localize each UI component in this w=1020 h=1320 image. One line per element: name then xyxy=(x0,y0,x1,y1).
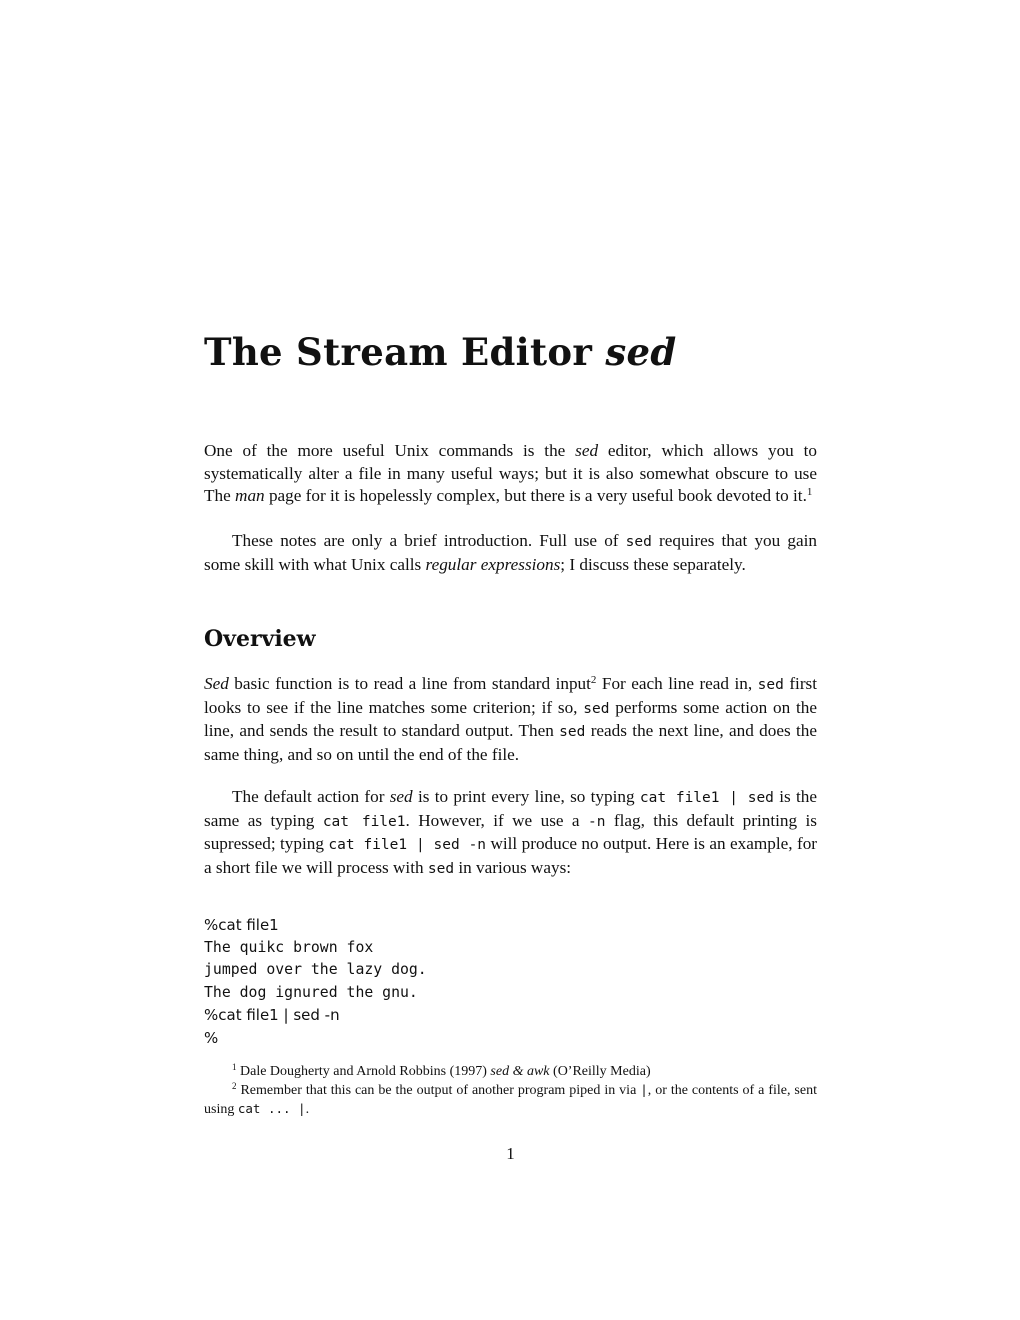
inline-code: cat ... | xyxy=(237,1101,306,1116)
emphasis: Sed xyxy=(204,674,229,693)
code-line: The dog ignured the gnu. xyxy=(204,983,418,1001)
code-line: %cat file1 | sed -n xyxy=(204,1006,340,1025)
footnote-number: 2 xyxy=(232,1081,237,1091)
text: basic function is to read a line from standard input xyxy=(228,674,591,693)
code-line: The quikc brown fox xyxy=(204,938,374,956)
text: One of the more useful Unix commands is the xyxy=(204,441,576,460)
text: is to print every line, so typing xyxy=(412,787,640,806)
text: editor, which allows you to systematically alter a file in many useful ways; but it is also somewhat obscure to use The xyxy=(204,441,817,506)
code-line: jumped over the lazy dog. xyxy=(204,961,427,979)
title-sed: sed xyxy=(605,330,677,374)
text: performs some action on the line, and sends the result to standard output. Then xyxy=(204,697,817,741)
text: requires that you gain some skill with what Unix calls xyxy=(204,531,817,574)
text: . However, if we use a xyxy=(405,810,588,830)
intro-paragraph-2 xyxy=(204,530,817,576)
inline-code: sed xyxy=(559,724,586,741)
text: (O’Reilly Media) xyxy=(549,1064,651,1079)
footnote-1 xyxy=(204,1063,817,1081)
footnote-ref-1: 1 xyxy=(806,486,813,499)
text: . xyxy=(305,1102,310,1117)
text: The default action for xyxy=(232,787,390,806)
text: flag, this default printing is supressed; typing xyxy=(204,810,817,854)
section-heading-overview: Overview xyxy=(204,626,316,652)
footnote-number: 1 xyxy=(232,1062,237,1072)
code-line: %cat file1 xyxy=(204,916,279,934)
inline-code: cat file1 | sed xyxy=(639,790,774,806)
intro-paragraph-1 xyxy=(204,440,817,508)
inline-code: cat file1 xyxy=(322,813,406,830)
text: , or the contents of a file, sent using xyxy=(204,1083,817,1117)
text: will produce no output. Here is an example, for a short file we will process with xyxy=(204,834,818,877)
text: ; I discuss these separately. xyxy=(560,554,746,574)
text: Dale Dougherty and Arnold Robbins (1997) xyxy=(236,1064,491,1079)
emphasis: sed & awk xyxy=(490,1064,550,1079)
code-example xyxy=(204,914,427,1050)
inline-code: | xyxy=(640,1082,648,1097)
page-title xyxy=(204,330,677,374)
text: These notes are only a brief introduction. Full use of xyxy=(232,531,626,550)
text: first looks to see if the line matches some criterion; if so, xyxy=(204,674,818,717)
footnote-ref-2: 2 xyxy=(590,674,597,686)
inline-code: cat file1 | sed -n xyxy=(328,837,487,854)
text: Remember that this can be the output of another program piped in via xyxy=(236,1083,641,1098)
overview-paragraph-1 xyxy=(204,673,817,766)
emphasis: sed xyxy=(575,441,599,460)
code-line: % xyxy=(204,1028,219,1047)
text: page for it is hopelessly complex, but there is a very useful book devoted to it. xyxy=(264,486,807,506)
emphasis: sed xyxy=(389,787,413,806)
inline-code: sed xyxy=(757,677,784,693)
inline-code: sed xyxy=(625,534,652,550)
emphasis: regular expressions xyxy=(425,554,561,574)
emphasis: man xyxy=(235,486,265,506)
inline-code: sed xyxy=(427,860,455,877)
footnote-2 xyxy=(204,1081,817,1119)
text: in various ways: xyxy=(454,857,572,877)
inline-code: sed xyxy=(583,700,610,717)
text: is the same as typing xyxy=(204,787,817,830)
title-main: The Stream Editor xyxy=(204,330,606,374)
text: reads the next line, and does the same thing, and so on until the end of the file. xyxy=(204,721,817,764)
inline-code: -n xyxy=(587,813,606,830)
overview-paragraph-2 xyxy=(204,786,817,880)
page-number: 1 xyxy=(506,1144,515,1163)
text: For each line read in, xyxy=(596,674,758,693)
